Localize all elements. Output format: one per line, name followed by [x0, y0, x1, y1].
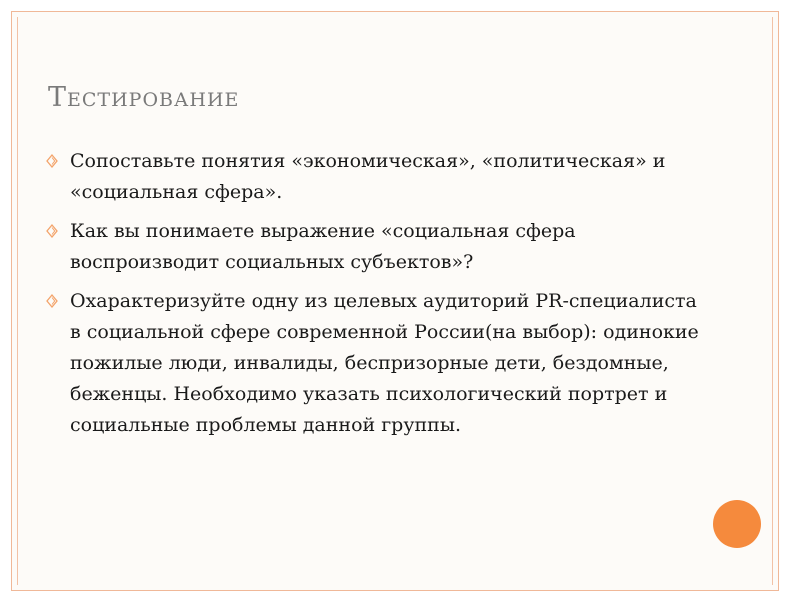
bullet-item — [46, 146, 706, 208]
bullet-item — [46, 216, 706, 278]
bullet-item — [46, 286, 706, 441]
bullet-list — [46, 146, 706, 449]
diamond-bullet-icon — [46, 224, 58, 238]
orange-circle-decoration — [713, 500, 761, 548]
bullet-text: Сопоставьте понятия «экономическая», «политическая» и «социальная сфера». — [70, 150, 666, 203]
bullet-text: Как вы понимаете выражение «социальная сфера воспроизводит социальных субъектов»? — [70, 220, 576, 273]
slide-title: Тестирование — [48, 82, 240, 113]
diamond-bullet-icon — [46, 154, 58, 168]
diamond-bullet-icon — [46, 294, 58, 308]
bullet-text: Охарактеризуйте одну из целевых аудиторий PR-специалиста в социальной сфере современной России(на выбор): одинокие пожилые люди, инвалиды, беспризорные дети, бездомные, беженцы. Необходимо указать психологический портрет и социальные проблемы данной группы. — [70, 290, 699, 436]
